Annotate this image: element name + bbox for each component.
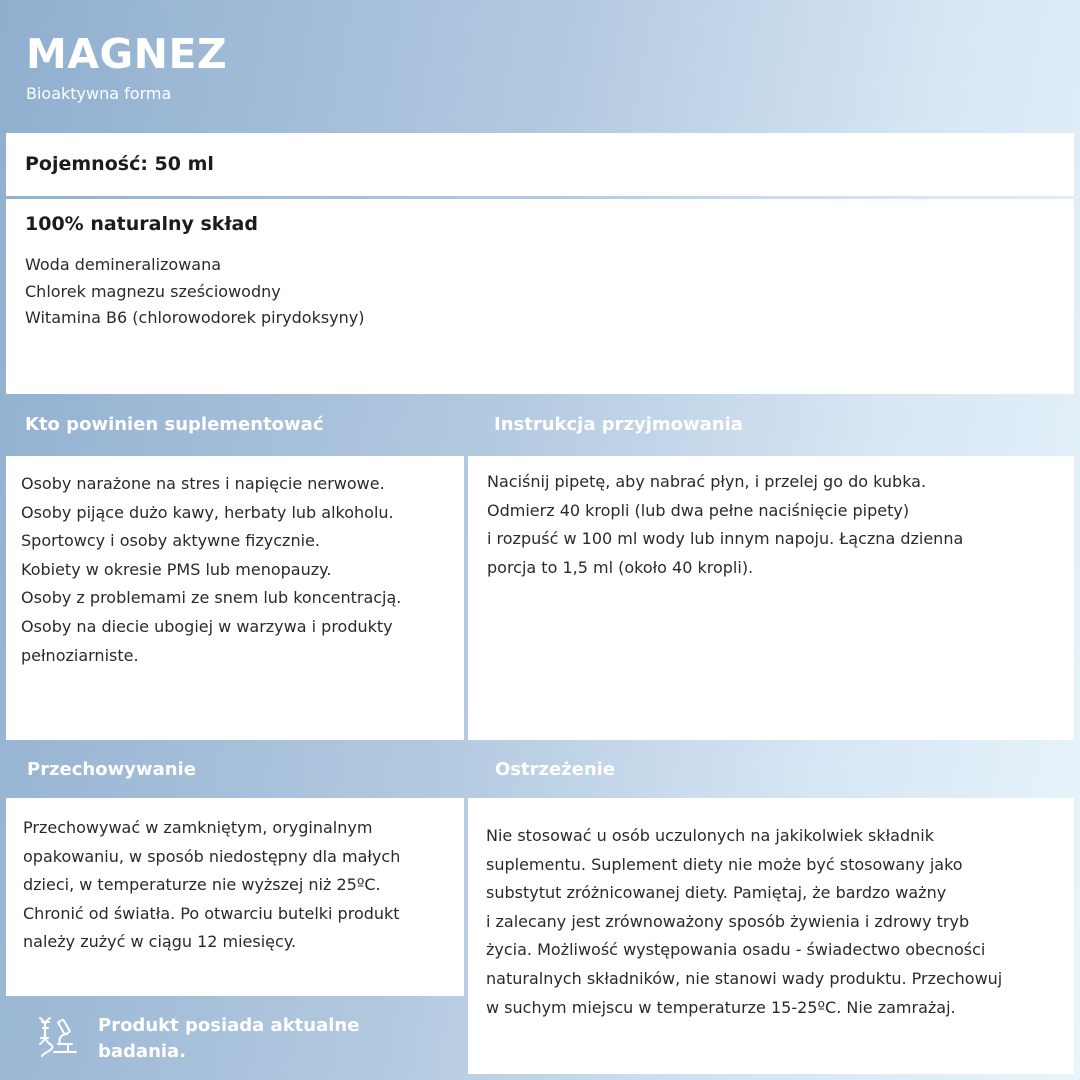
storage-heading: Przechowywanie xyxy=(27,759,196,780)
storage-line: Chronić od światła. Po otwarciu butelki produkt xyxy=(23,903,400,923)
warning-heading: Ostrzeżenie xyxy=(495,759,616,780)
storage-line: opakowaniu, w sposób niedostępny dla małych xyxy=(23,846,401,866)
who-line: Osoby na diecie ubogiej w warzywa i produkty xyxy=(21,616,393,636)
ingredient-item: Witamina B6 (chlorowodorek pirydoksyny) xyxy=(25,308,365,327)
research-note-line: Produkt posiada aktualne xyxy=(98,1015,360,1036)
research-note xyxy=(98,1013,398,1065)
storage-line: należy zużyć w ciągu 12 miesięcy. xyxy=(23,932,297,952)
warning-line: w suchym miejscu w temperaturze 15-25ºC. Nie zamrażaj. xyxy=(486,997,956,1017)
research-note-line: badania. xyxy=(98,1041,187,1062)
ingredient-item: Chlorek magnezu sześciowodny xyxy=(25,281,281,301)
who-line: Osoby z problemami ze snem lub koncentracją. xyxy=(21,588,402,608)
warning-line: i zalecany jest zrównoważony sposób żywienia i zdrowy tryb xyxy=(486,911,970,931)
storage-box xyxy=(6,798,464,996)
storage-line: Przechowywać w zamkniętym, oryginalnym xyxy=(23,818,373,837)
storage-line: dzieci, w temperaturze nie wyższej niż 25ºC. xyxy=(23,875,381,895)
warning-line: naturalnych składników, nie stanowi wady produktu. Przechowuj xyxy=(486,968,1003,988)
who-box xyxy=(6,456,464,740)
who-line: pełnoziarniste. xyxy=(21,645,139,665)
warning-box xyxy=(468,798,1074,1074)
composition-box xyxy=(6,199,1074,394)
capacity-box xyxy=(6,133,1074,196)
instructions-line: Odmierz 40 kropli (lub dwa pełne naciśnięcie pipety) xyxy=(487,500,910,520)
composition-heading: 100% naturalny skład xyxy=(25,213,258,235)
who-line: Osoby pijące dużo kawy, herbaty lub alkoholu. xyxy=(21,502,394,522)
who-heading: Kto powinien suplementować xyxy=(25,414,324,435)
ingredient-item: Woda demineralizowana xyxy=(25,255,222,274)
capacity-label: Pojemność: 50 ml xyxy=(25,153,214,175)
instructions-line: Naciśnij pipetę, aby nabrać płyn, i przelej go do kubka. xyxy=(487,472,927,491)
warning-line: Nie stosować u osób uczulonych na jakikolwiek składnik xyxy=(486,826,934,845)
warning-line: substytut zróżnicowanej diety. Pamiętaj, że bardzo ważny xyxy=(486,883,947,903)
warning-line: suplementu. Suplement diety nie może być stosowany jako xyxy=(486,854,963,874)
instructions-line: porcja to 1,5 ml (około 40 kropli). xyxy=(487,557,754,577)
who-line: Kobiety w okresie PMS lub menopauzy. xyxy=(21,559,332,579)
instructions-box xyxy=(468,456,1074,740)
warning-line: życia. Możliwość występowania osadu - świadectwo obecności xyxy=(486,940,986,960)
dna-microscope-icon xyxy=(34,1014,78,1058)
instructions-line: i rozpuść w 100 ml wody lub innym napoju. Łączna dzienna xyxy=(487,529,964,549)
page-subtitle: Bioaktywna forma xyxy=(26,84,172,103)
ingredient-list xyxy=(25,252,364,332)
instructions-heading: Instrukcja przyjmowania xyxy=(494,414,743,435)
who-line: Osoby narażone na stres i napięcie nerwowe. xyxy=(21,474,385,493)
who-line: Sportowcy i osoby aktywne fizycznie. xyxy=(21,531,320,551)
page-title: MAGNEZ xyxy=(26,30,228,78)
